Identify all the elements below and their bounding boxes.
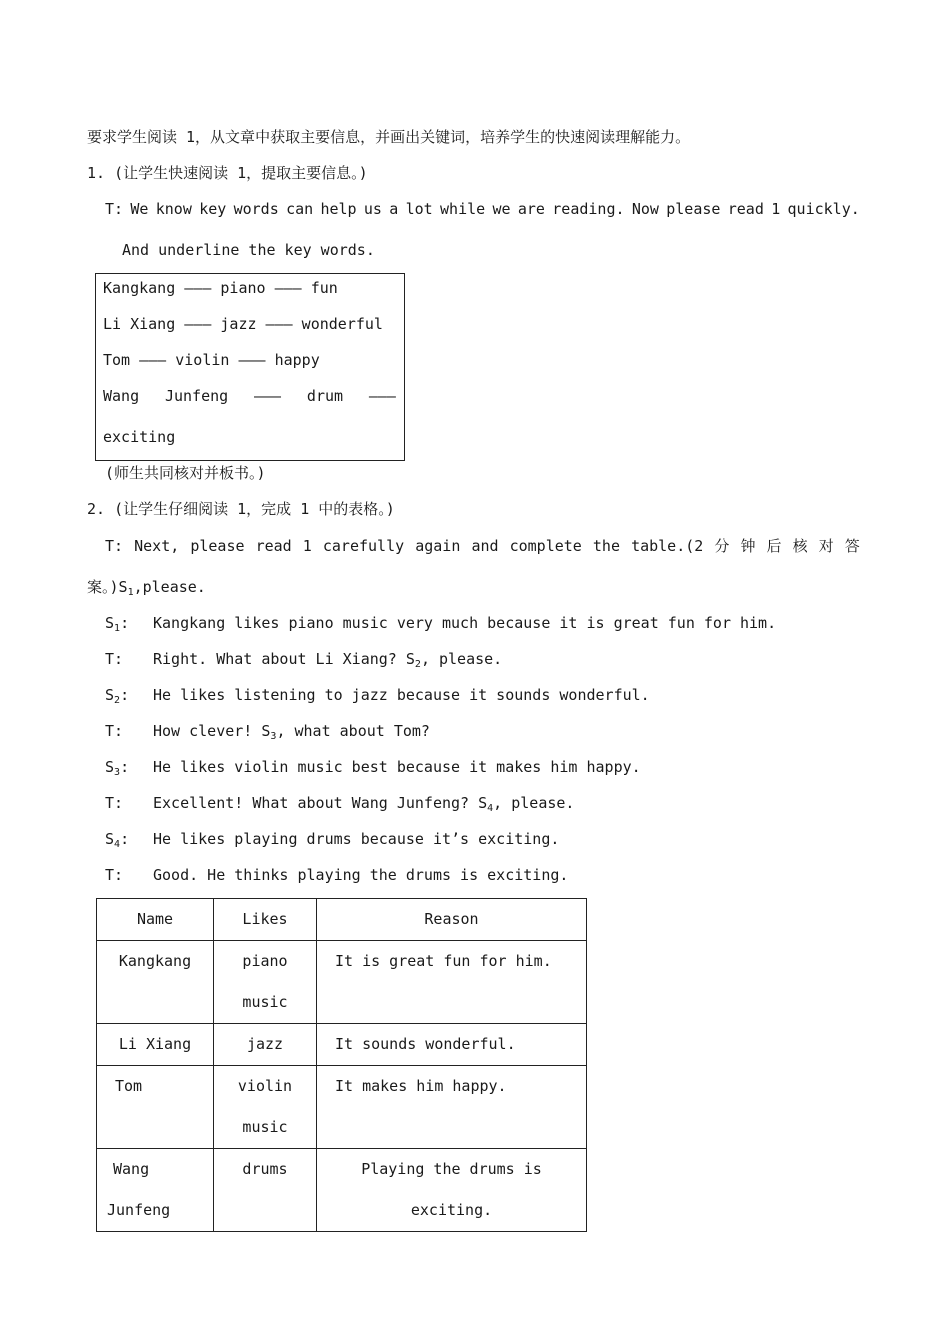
- dialogue-text: Kangkang likes piano music very much because it is great fun for him.: [153, 614, 777, 632]
- word: us: [363, 200, 382, 218]
- keyword-line: Kangkang ——— piano ——— fun: [103, 279, 338, 297]
- word: 分: [714, 537, 730, 555]
- word: 答: [844, 537, 860, 555]
- dialogue-line: [105, 793, 574, 813]
- word: 对: [818, 537, 834, 555]
- speaker-label: $S_4$:: [105, 830, 130, 850]
- dialogue-line: [105, 721, 430, 741]
- word: lot: [405, 200, 433, 218]
- word: Next,: [134, 537, 180, 555]
- step2-heading: 2. (让学生仔细阅读 1，完成 1 中的表格。): [87, 500, 395, 518]
- table-row: [97, 941, 587, 1024]
- speaker-label: T:: [105, 650, 124, 668]
- word: quickly.: [787, 200, 860, 218]
- subscript: 1: [127, 587, 134, 598]
- dialogue-text: He likes playing drums because it’s exciting.: [153, 830, 560, 848]
- word: are: [517, 200, 545, 218]
- word: words: [233, 200, 279, 218]
- likes-cell: piano music: [214, 941, 317, 1024]
- likes-table: [96, 898, 587, 1232]
- word: T:: [105, 200, 124, 218]
- word: the: [592, 537, 620, 555]
- word: We: [130, 200, 149, 218]
- dialogue-line: [105, 649, 502, 669]
- word: drum: [306, 387, 344, 405]
- dialogue-text: He likes listening to jazz because it sounds wonderful.: [153, 686, 650, 704]
- speaker-label: T:: [105, 794, 124, 812]
- word: 钟: [740, 537, 756, 555]
- word: 后: [766, 537, 782, 555]
- reason-cell: Playing the drums is exciting.: [317, 1149, 587, 1232]
- intro-text: 要求学生阅读 1，从文章中获取主要信息，并画出关键词，培养学生的快速阅读理解能力。: [87, 128, 691, 146]
- table-row: [97, 1066, 587, 1149]
- step1-teacher-line2: And underline the key words.: [122, 241, 375, 259]
- speaker-label: T:: [105, 866, 124, 884]
- name-cell: Kangkang: [97, 941, 214, 1024]
- word: and: [471, 537, 499, 555]
- header-cell: Name: [97, 899, 214, 941]
- keyword-line: Li Xiang ——— jazz ——— wonderful: [103, 315, 383, 333]
- speaker-label: T:: [105, 722, 124, 740]
- reason-cell: It is great fun for him.: [317, 941, 587, 1024]
- word: a: [389, 200, 399, 218]
- word: please: [666, 200, 721, 218]
- speaker-label: $S_1$:: [105, 614, 130, 634]
- word: key: [199, 200, 227, 218]
- word: reading.: [552, 200, 625, 218]
- step2-teacher-line1: [105, 536, 860, 556]
- step1-teacher-line1: [105, 199, 860, 219]
- dialogue-line: [105, 829, 559, 849]
- speaker-label: $S_3$:: [105, 758, 130, 778]
- dialogue-line: [105, 685, 650, 705]
- dialogue-text: He likes violin music best because it makes him happy.: [153, 758, 641, 776]
- word: we: [492, 200, 511, 218]
- dialogue-text: Excellent! What about Wang Junfeng? $S_4$, please.: [153, 794, 575, 814]
- reason-cell: It sounds wonderful.: [317, 1024, 587, 1066]
- word: know: [155, 200, 192, 218]
- table-header-row: [97, 899, 587, 941]
- word: table.(2: [631, 537, 704, 555]
- text: 案。)S: [87, 578, 128, 596]
- step1-heading: 1. (让学生快速阅读 1，提取主要信息。): [87, 164, 368, 182]
- word: 1: [302, 537, 312, 555]
- header-cell: Likes: [214, 899, 317, 941]
- word: 核: [792, 537, 808, 555]
- keyword-box: [95, 273, 405, 461]
- text: ,please.: [133, 578, 206, 596]
- word: T:: [105, 537, 124, 555]
- word: Wang: [103, 387, 140, 405]
- dialogue-text: Right. What about Li Xiang? $S_2$, please.: [153, 650, 503, 670]
- step1-note: (师生共同核对并板书。): [105, 464, 266, 482]
- likes-cell: violin music: [214, 1066, 317, 1149]
- word: carefully: [322, 537, 405, 555]
- word: again: [415, 537, 461, 555]
- dialogue-line: [105, 613, 776, 633]
- word: 1: [771, 200, 781, 218]
- word: can: [286, 200, 314, 218]
- word: complete: [509, 537, 582, 555]
- word: Junfeng: [164, 387, 229, 405]
- reason-cell: It makes him happy.: [317, 1066, 587, 1149]
- speaker-label: $S_2$:: [105, 686, 130, 706]
- word: please: [190, 537, 245, 555]
- word: help: [320, 200, 357, 218]
- keyword-line: exciting: [103, 428, 176, 446]
- table-row: [97, 1024, 587, 1066]
- dialogue-line: [105, 865, 568, 885]
- name-cell: Tom: [97, 1066, 214, 1149]
- word: ———: [254, 387, 282, 405]
- header-cell: Reason: [317, 899, 587, 941]
- name-cell: Wang Junfeng: [97, 1149, 214, 1232]
- dialogue-text: How clever! $S_3$, what about Tom?: [153, 722, 430, 742]
- dialogue-line: [105, 757, 641, 777]
- likes-cell: drums: [214, 1149, 317, 1232]
- word: Now: [631, 200, 659, 218]
- likes-cell: jazz: [214, 1024, 317, 1066]
- word: while: [440, 200, 486, 218]
- name-cell: Li Xiang: [97, 1024, 214, 1066]
- keyword-line: [103, 386, 396, 406]
- keyword-line: Tom ——— violin ——— happy: [103, 351, 320, 369]
- table-row: [97, 1149, 587, 1232]
- word: read: [727, 200, 764, 218]
- word: ———: [368, 387, 396, 405]
- step2-teacher-line2: [87, 577, 206, 597]
- word: read: [255, 537, 292, 555]
- dialogue-text: Good. He thinks playing the drums is exciting.: [153, 866, 569, 884]
